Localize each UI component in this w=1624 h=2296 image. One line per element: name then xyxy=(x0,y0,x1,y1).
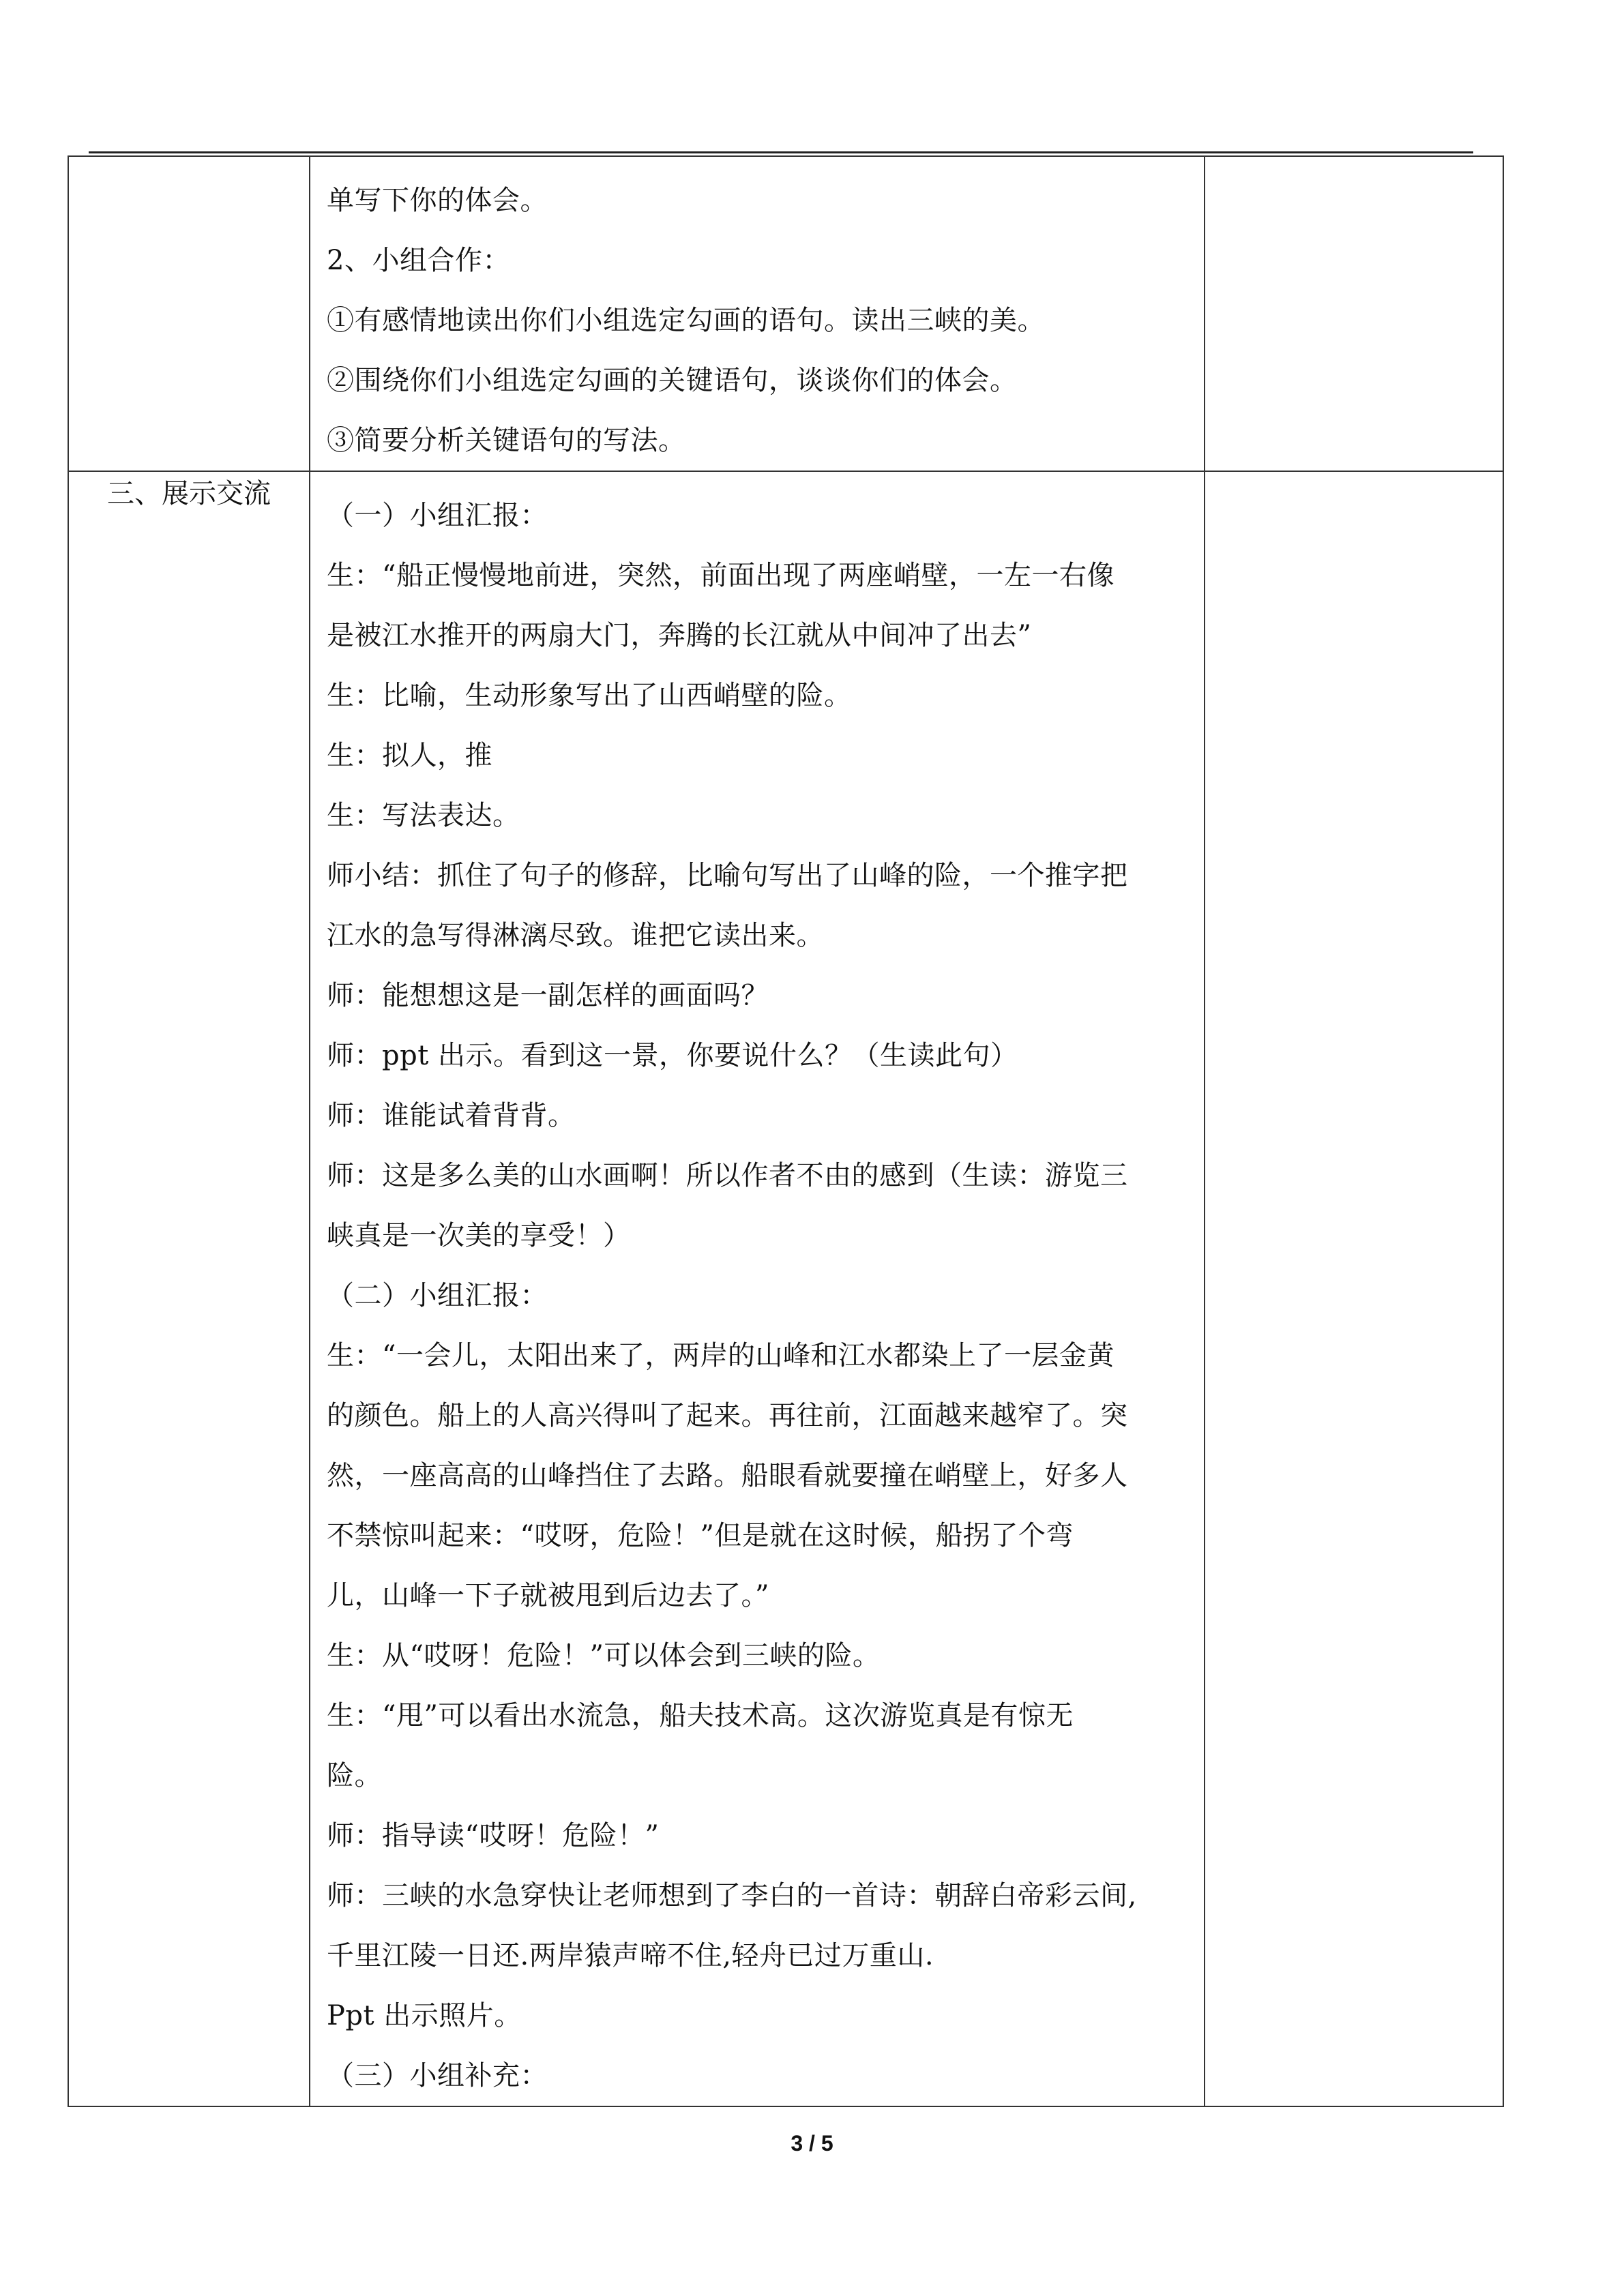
text-line: 师：三峡的水急穿快让老师想到了李白的一首诗：朝辞白帝彩云间, xyxy=(327,1880,1137,1911)
text-line: ①有感情地读出你们小组选定勾画的语句。读出三峡的美。 xyxy=(327,305,1045,336)
text-line: 生：拟人，推 xyxy=(327,740,492,771)
text-line: ②围绕你们小组选定勾画的关键语句，谈谈你们的体会。 xyxy=(327,365,1018,396)
text-line: ③简要分析关键语句的写法。 xyxy=(327,425,686,456)
text-line: Ppt 出示照片。 xyxy=(327,2000,522,2031)
text-line: 师：ppt 出示。看到这一景，你要说什么？（生读此句） xyxy=(327,1040,1018,1071)
text-line: 2、小组合作： xyxy=(327,245,510,276)
note-cell xyxy=(1205,156,1503,471)
text-line: 师：谁能试着背背。 xyxy=(327,1100,576,1131)
table-row xyxy=(68,471,1503,2106)
stage-cell xyxy=(68,156,310,471)
text-line: 儿，山峰一下子就被甩到后边去了。” xyxy=(327,1580,769,1611)
content-cell xyxy=(310,156,1205,471)
text-line: 险。 xyxy=(327,1760,382,1791)
text-line: 的颜色。船上的人高兴得叫了起来。再往前，江面越来越窄了。突 xyxy=(327,1400,1128,1431)
text-line: 师：这是多么美的山水画啊！所以作者不由的感到（生读：游览三 xyxy=(327,1160,1128,1191)
text-line: 生：写法表达。 xyxy=(327,800,520,831)
text-line: 生：比喻，生动形象写出了山西峭壁的险。 xyxy=(327,680,852,711)
content-lines xyxy=(310,157,1204,471)
text-line: 是被江水推开的两扇大门，奔腾的长江就从中间冲了出去” xyxy=(327,620,1032,651)
text-line: 生：“船正慢慢地前进，突然，前面出现了两座峭壁，一左一右像 xyxy=(327,560,1114,591)
text-line: （三）小组补充： xyxy=(327,2060,548,2091)
text-line: 不禁惊叫起来：“哎呀，危险！”但是就在这时候，船拐了个弯 xyxy=(327,1520,1074,1551)
text-line: 师小结：抓住了句子的修辞，比喻句写出了山峰的险，一个推字把 xyxy=(327,860,1128,891)
text-line: 师：能想想这是一副怎样的画面吗？ xyxy=(327,980,769,1011)
text-line: （一）小组汇报： xyxy=(327,500,548,531)
text-line: 峡真是一次美的享受！） xyxy=(327,1220,631,1251)
text-line: （二）小组汇报： xyxy=(327,1280,548,1311)
lesson-plan-table xyxy=(68,155,1504,2107)
text-line: 生：“甩”可以看出水流急，船夫技术高。这次游览真是有惊无 xyxy=(327,1700,1074,1731)
stage-cell: 三、展示交流 xyxy=(68,471,310,2106)
text-line: 生：“一会儿，太阳出来了，两岸的山峰和江水都染上了一层金黄 xyxy=(327,1340,1114,1371)
text-line: 单写下你的体会。 xyxy=(327,185,548,216)
content-cell xyxy=(310,471,1205,2106)
text-line: 江水的急写得淋漓尽致。谁把它读出来。 xyxy=(327,920,824,951)
text-line: 千里江陵一日还.两岸猿声啼不住,轻舟已过万重山. xyxy=(327,1940,934,1971)
content-lines xyxy=(310,472,1204,2106)
text-line: 师：指导读“哎呀！危险！” xyxy=(327,1820,660,1851)
page-number: 3 / 5 xyxy=(791,2131,833,2156)
text-line: 然，一座高高的山峰挡住了去路。船眼看就要撞在峭壁上，好多人 xyxy=(327,1460,1128,1491)
text-line: 生：从“哎呀！危险！”可以体会到三峡的险。 xyxy=(327,1640,881,1671)
header-rule xyxy=(89,151,1473,153)
table-row xyxy=(68,156,1503,471)
note-cell xyxy=(1205,471,1503,2106)
